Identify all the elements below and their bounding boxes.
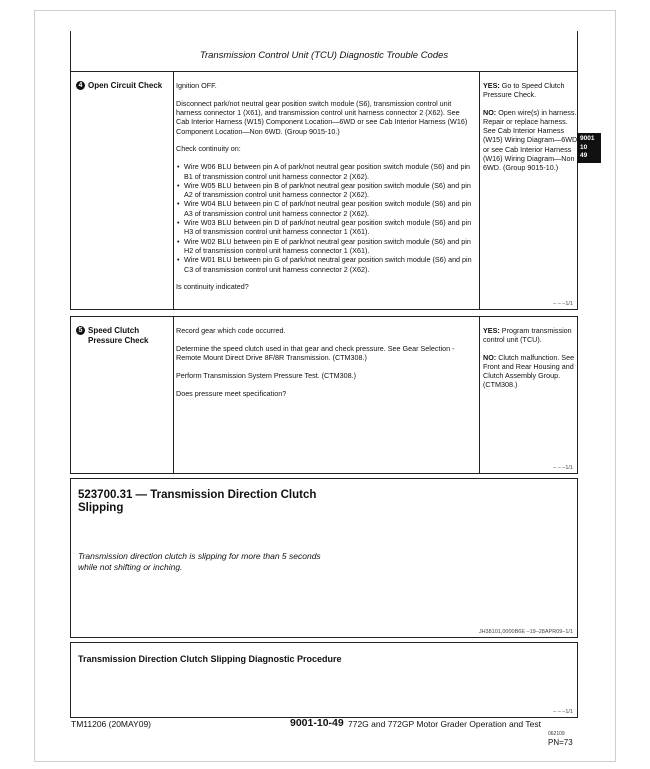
- step-4-procedure: [176, 81, 472, 300]
- procedure-text: Perform Transmission System Pressure Test. (CTM308.): [176, 370, 356, 380]
- yes-label: YES:: [483, 81, 500, 90]
- step-5-results: [483, 326, 579, 398]
- no-text: Clutch malfunction. See Front and Rear Housing and Clutch Assembly Group. (CTM308.): [483, 352, 575, 390]
- no-result: [483, 108, 579, 173]
- list-item: • Wire W02 BLU between pin E of park/not neutral gear position switch module (S6) and pin H2 of transmission control unit harness connector 1 (X61).: [184, 237, 472, 256]
- continuation-marker: – – –1/1: [553, 709, 573, 715]
- manual-title: 772G and 772GP Motor Grader Operation and Test: [348, 719, 541, 729]
- no-result: [483, 353, 579, 390]
- list-item: • Wire W06 BLU between pin A of park/not neutral gear position switch module (S6) and pin B1 of transmission control unit harness connector 2 (X62).: [184, 162, 472, 181]
- procedure-text: Determine the speed clutch used in that gear and check pressure. See Gear Selection - Remote Mount Direct Drive 8F/8R Transmission. (CTM308.): [176, 343, 455, 363]
- procedure-title: Transmission Direction Clutch Slipping Diagnostic Procedure: [78, 654, 342, 664]
- continuation-marker: – – –1/1: [553, 301, 573, 307]
- yes-result: [483, 326, 579, 345]
- section-tab-subgroup: 10: [580, 143, 588, 151]
- step-5-label: [76, 326, 160, 346]
- list-item: • Wire W03 BLU between pin D of park/not neutral gear position switch module (S6) and pin H3 of transmission control unit harness connector 1 (X61).: [184, 218, 472, 237]
- yes-result: [483, 81, 579, 100]
- section-tab: [577, 133, 601, 163]
- no-label: NO:: [483, 352, 497, 362]
- continuity-checklist: [176, 162, 472, 274]
- list-item: • Wire W04 BLU between pin C of park/not neutral gear position switch module (S6) and pin A3 of transmission control unit harness connector 2 (X62).: [184, 199, 472, 218]
- dtc-reference: JH38101,0000B6E –19–28APR09–1/1: [478, 629, 573, 635]
- section-tab-group: 9001: [580, 135, 595, 142]
- procedure-text: Disconnect park/not neutral gear position switch module (S6), transmission control unit harness connector 1 (X61), and transmission control unit harness connector 2 (X62). See Cab Interior Harness (W15) Component Location—6WD or see Cab Interior Harness (W16) Component Location—Non 6WD. (Group 9015-10.): [176, 98, 468, 136]
- procedure-text: Ignition OFF.: [176, 81, 217, 90]
- procedure-text: Record gear which code occurred.: [176, 326, 286, 335]
- dtc-title: 523700.31 — Transmission Direction Clutch Slipping: [78, 489, 317, 514]
- diagnostic-procedure-section: [70, 642, 578, 718]
- list-item: • Wire W05 BLU between pin B of park/not neutral gear position switch module (S6) and pin A2 of transmission control unit harness connector 2 (X62).: [184, 181, 472, 200]
- print-code: 062109: [548, 731, 565, 737]
- yes-text: Program transmission control unit (TCU).: [483, 326, 572, 345]
- dtc-description: Transmission direction clutch is slipping for more than 5 seconds while not shifting or inching.: [78, 551, 321, 572]
- section-page-number: 9001-10-49: [290, 717, 344, 729]
- step-title: Speed Clutch Pressure Check: [88, 326, 149, 345]
- section-tab-page: 49: [580, 152, 588, 159]
- step-5-procedure: [176, 326, 472, 406]
- dtc-section: [70, 478, 578, 638]
- yes-label: YES:: [483, 326, 500, 335]
- page-number: PN=73: [548, 738, 573, 747]
- step-number-badge: 4: [76, 81, 85, 90]
- continuation-marker: – – –1/1: [553, 465, 573, 471]
- procedure-question: Does pressure meet specification?: [176, 388, 287, 398]
- procedure-question: Is continuity indicated?: [176, 282, 249, 292]
- manual-number: TM11206 (20MAY09): [71, 719, 151, 729]
- no-text: Open wire(s) in harness. Repair or replace harness. See Cab Interior Harness (W15) Wiring Diagram—6WD or see Cab Interior Harness (W16) Wiring Diagram—Non 6WD. (Group 9015-10.): [483, 107, 578, 173]
- step-number-badge: 5: [76, 326, 85, 335]
- step-4-label: [76, 81, 162, 91]
- step-4-results: [483, 81, 579, 181]
- yes-text: Go to Speed Clutch Pressure Check.: [483, 81, 565, 100]
- procedure-text: Check continuity on:: [176, 144, 241, 154]
- step-speed-clutch-pressure-check: [70, 316, 578, 474]
- step-open-circuit-check: [70, 71, 578, 310]
- step-title: Open Circuit Check: [88, 81, 163, 90]
- list-item: • Wire W01 BLU between pin G of park/not neutral gear position switch module (S6) and pin C3 of transmission control unit harness connector 2 (X62).: [184, 255, 472, 274]
- table-title: Transmission Control Unit (TCU) Diagnostic Trouble Codes: [199, 50, 449, 61]
- no-label: NO:: [483, 107, 497, 117]
